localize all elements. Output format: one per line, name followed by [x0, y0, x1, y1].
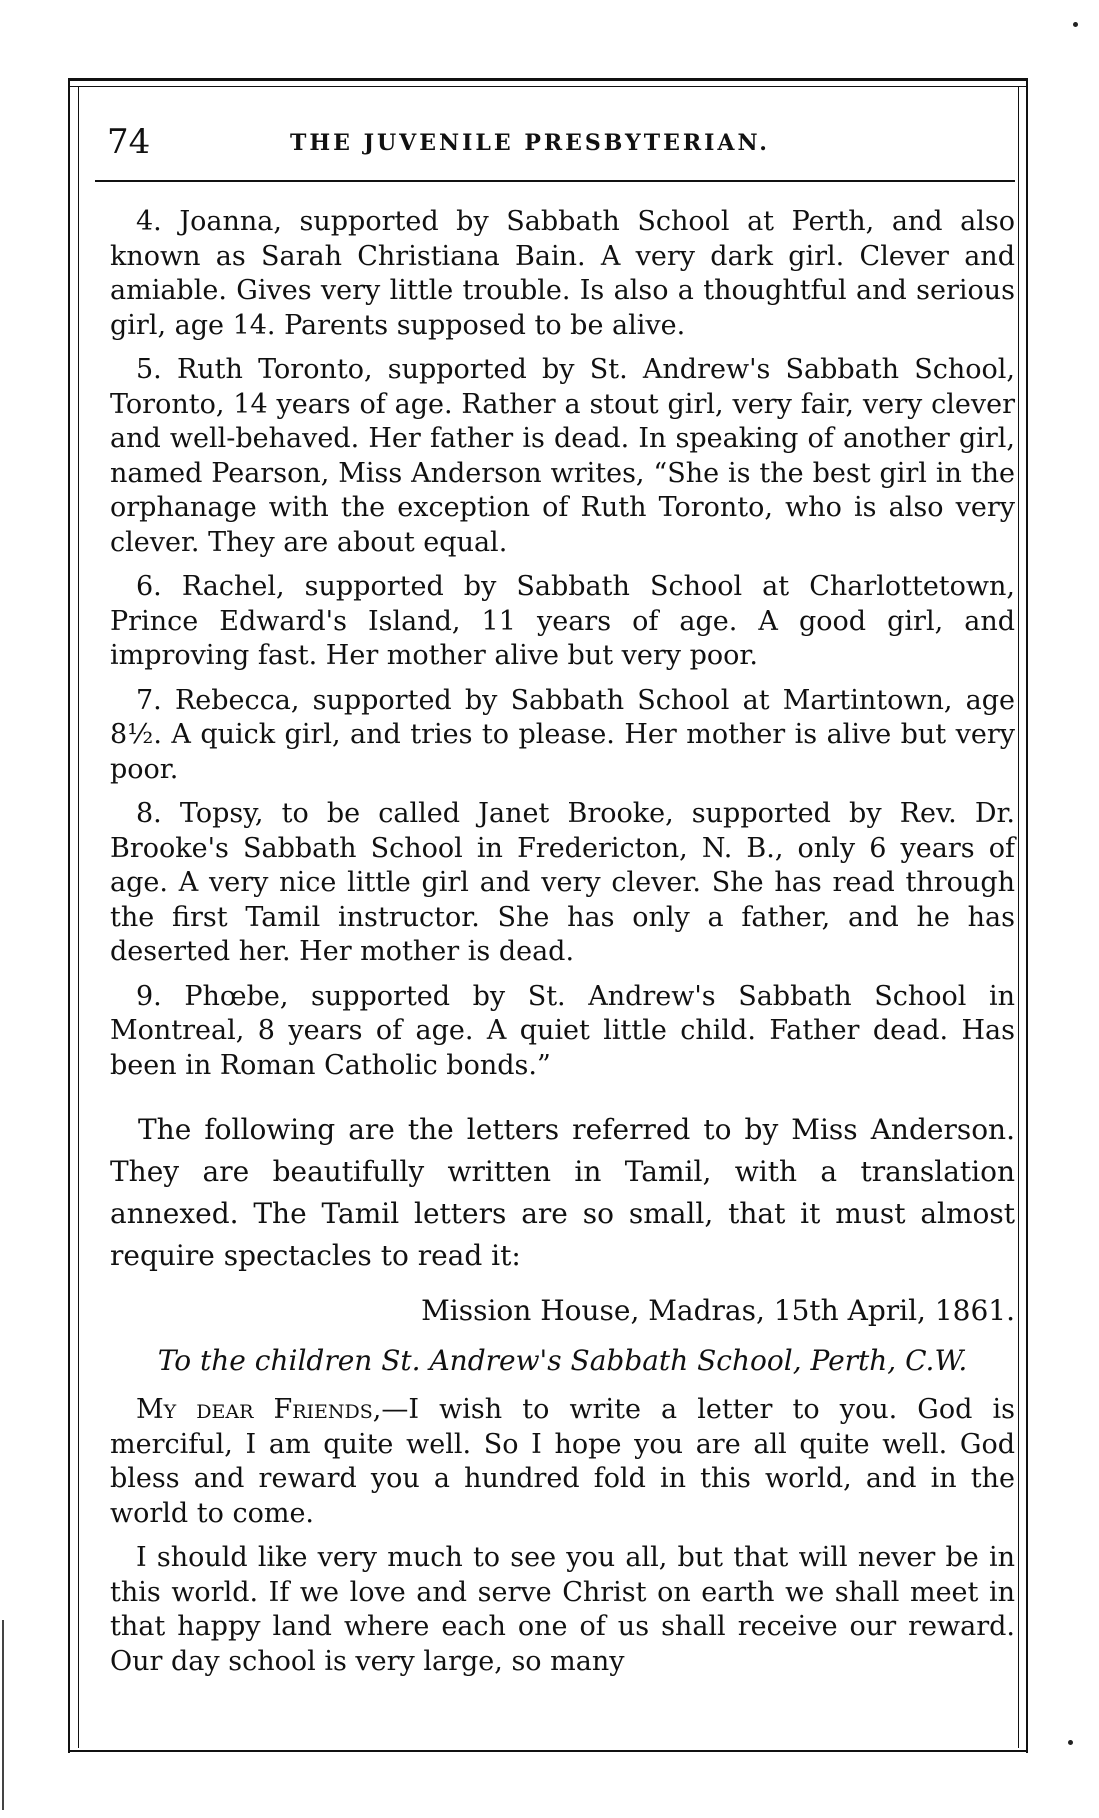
- letter-paragraph: I should like very much to see you all, but that will never be in this world. If we love and serve Christ on earth we shall meet in that happy land where each one of us shall receive our reward. Our day school is very large, so many: [110, 1542, 1015, 1677]
- orphan-entry: 6. Rachel, supported by Sabbath School at Charlottetown, Prince Edward's Island, 11 years of age. A good girl, and improving fast. Her mother alive but very poor.: [110, 571, 1015, 671]
- orphan-entry: 4. Joanna, supported by Sabbath School at Perth, and also known as Sarah Christiana Bain. A very dark girl. Clever and amiable. Gives very little trouble. Is also a thoughtful and serious girl, age 14. Parents supposed to be alive.: [110, 206, 1015, 341]
- header-rule: [95, 180, 1015, 182]
- left-rule-outer: [68, 78, 70, 1753]
- left-rule-inner: [78, 86, 79, 1748]
- page-number: 74: [107, 122, 151, 162]
- right-rule-inner: [1018, 86, 1019, 1748]
- article-body: [110, 205, 1015, 1689]
- letter-greeting: My dear Friends,: [136, 1394, 382, 1425]
- top-rule-outer: [68, 78, 1028, 81]
- letter-intro: The following are the letters referred to by Miss Anderson. They are beautifully written in Tamil, with a translation annexed. The Tamil letters are so small, that it must almost require spectacles to read it:: [110, 1113, 1015, 1272]
- page-header: [95, 118, 1025, 168]
- scan-speck: [1073, 22, 1078, 27]
- letter-dateline: Mission House, Madras, 15th April, 1861.: [421, 1294, 1015, 1327]
- bottom-rule: [68, 1750, 1028, 1752]
- top-rule-inner: [68, 86, 1028, 87]
- orphan-entry: 5. Ruth Toronto, supported by St. Andrew's Sabbath School, Toronto, 14 years of age. Rather a stout girl, very fair, very clever and well-behaved. Her father is dead. In speaking of another girl, named Pearson, Miss Anderson writes, “She is the best girl in the orphanage with the exception of Ruth Toronto, who is also very clever. They are about equal.: [110, 354, 1015, 558]
- scan-speck: [1068, 1740, 1073, 1745]
- scan-edge-mark: [2, 1620, 4, 1810]
- letter-paragraph: [110, 1393, 1015, 1531]
- letter-paragraph-text: —I wish to write a letter to you. God is merciful, I am quite well. So I hope you are all quite well. God bless and reward you a hundred fold in this world, and in the world to come.: [110, 1394, 1015, 1529]
- orphan-entry: 9. Phœbe, supported by St. Andrew's Sabbath School in Montreal, 8 years of age. A quiet little child. Father dead. Has been in Roman Catholic bonds.”: [110, 980, 1015, 1081]
- right-rule-outer: [1026, 78, 1028, 1753]
- orphan-entry: 7. Rebecca, supported by Sabbath School at Martintown, age 8½. A quick girl, and tries to please. Her mother is alive but very poor.: [110, 684, 1015, 785]
- orphan-entry: 8. Topsy, to be called Janet Brooke, supported by Rev. Dr. Brooke's Sabbath School in Fredericton, N. B., only 6 years of age. A very nice little girl and very clever. She has read through the first Tamil instructor. She has only a father, and he has deserted her. Her mother is dead.: [110, 798, 1015, 967]
- letter-addressee: To the children St. Andrew's Sabbath School, Perth, C.W.: [157, 1344, 968, 1377]
- running-title: THE JUVENILE PRESBYTERIAN.: [290, 130, 770, 156]
